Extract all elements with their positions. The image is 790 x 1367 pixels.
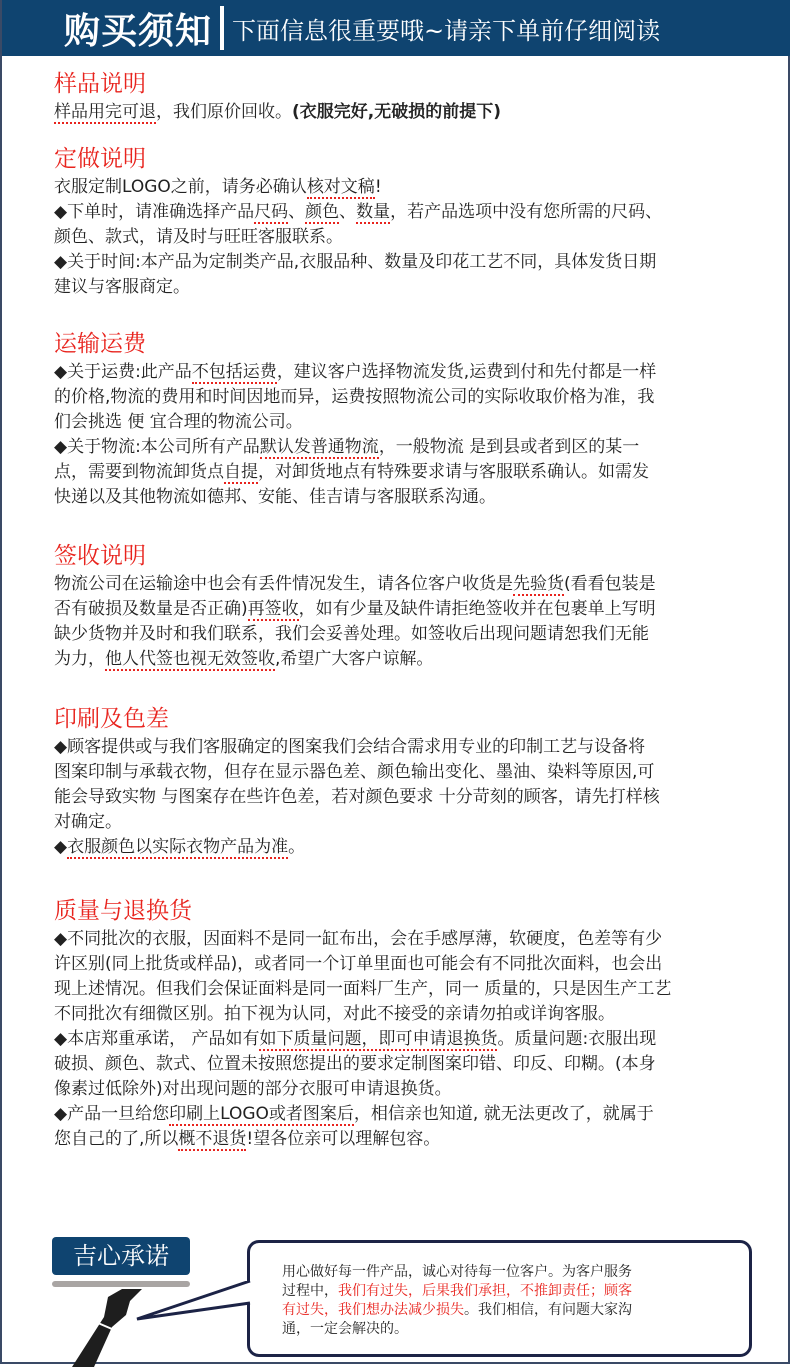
text-line <box>54 597 774 622</box>
section <box>54 68 774 125</box>
text-line <box>282 1263 729 1282</box>
highlighted-text: 默认发普通物流 <box>259 437 379 457</box>
text-segment: 对确定。 <box>54 812 122 832</box>
text-line <box>54 460 774 485</box>
text-segment: 能会导致实物 与图案存在些许色差，若对颜色要求 十分苛刻的顾客，请先打样核 <box>54 787 660 807</box>
highlighted-text: 自提 <box>224 462 258 482</box>
text-segment: ◆顾客提供或与我们客服确定的图案我们会结合需求用专业的印制工艺与设备将 <box>54 737 646 757</box>
highlighted-text: 再签收 <box>247 599 299 619</box>
text-segment: 破损、颜色、款式、位置未按照您提出的要求定制图案印错、印反、印糊。(本身 <box>54 1054 656 1074</box>
text-segment: ,希望广大客户谅解。 <box>275 649 434 669</box>
section-title: 印刷及色差 <box>54 706 169 732</box>
text-line <box>54 647 774 672</box>
text-segment: ，若产品选项中没有您所需的尺码、 <box>390 202 663 222</box>
page-title: 购买须知 <box>64 10 213 52</box>
text-segment: 用心做好每一件产品，诚心对待每一位客户。为客户服务 <box>282 1264 632 1280</box>
text-segment: ◆不同批次的衣服，因面料不是同一缸布出，会在手感厚薄，软硬度，色差等有少 <box>54 929 663 949</box>
highlighted-text: 如下质量问题，即可申请退换货 <box>259 1029 498 1049</box>
text-segment: (衣服完好,无破损的前提下) <box>292 102 501 122</box>
text-line <box>54 1052 774 1077</box>
text-line <box>54 785 774 810</box>
text-segment: 衣服定制LOGO之前，请务必确认 <box>54 177 307 197</box>
section-title: 定做说明 <box>54 146 146 172</box>
text-line <box>54 927 774 952</box>
text-line <box>282 1282 729 1301</box>
text-segment: 我们有过失，后果我们承担，不推卸责任；顾客 <box>338 1283 632 1299</box>
highlighted-text: 尺码 <box>254 202 289 222</box>
text-segment: ◆产品一旦给您 <box>54 1104 170 1124</box>
text-segment: 过程中， <box>282 1283 338 1299</box>
text-segment: 图案印制与承载衣物，但存在显示器色差、颜色输出变化、墨油、染料等原因,可 <box>54 762 655 782</box>
text-line <box>54 572 774 597</box>
text-line <box>282 1320 729 1339</box>
text-line <box>54 735 774 760</box>
text-segment: !望各位亲可以理解包容。 <box>246 1129 441 1149</box>
text-line <box>54 1102 774 1127</box>
highlighted-text: 概不退货 <box>178 1129 247 1149</box>
text-segment: 不同批次有细微区别。拍下视为认同，对此不接受的亲请勿拍或详询客服。 <box>54 1004 615 1024</box>
text-segment: 的价格,物流的费用和时间因地而异，运费按照物流公司的实际收取价格为准，我 <box>54 387 655 407</box>
highlighted-text: 样品用完可退 <box>54 102 156 122</box>
promise-badge: 吉心承诺 <box>52 1237 190 1275</box>
text-segment: ◆本店郑重承诺， 产品如有 <box>54 1029 260 1049</box>
text-line <box>54 1027 774 1052</box>
highlighted-text: 不包括运费 <box>191 362 277 382</box>
text-segment: ，我们原价回收。 <box>156 102 292 122</box>
highlighted-text: 颜色 <box>305 202 340 222</box>
highlighted-text: 他人代签也视无效签收 <box>105 649 275 669</box>
text-line <box>54 952 774 977</box>
highlighted-text: 衣服颜色以实际衣物产品为准 <box>67 837 289 857</box>
text-segment: ◆关于物流:本公司所有产品 <box>54 437 260 457</box>
text-line <box>282 1301 729 1320</box>
text-segment: ◆关于运费:此产品 <box>54 362 192 382</box>
text-line <box>54 835 774 860</box>
text-segment: ◆关于时间:本产品为定制类产品,衣服品种、数量及印花工艺不同，具体发货日期 <box>54 252 657 272</box>
text-line <box>54 100 774 125</box>
text-segment: 像素过低除外)对出现问题的部分衣服可申请退换货。 <box>54 1079 452 1099</box>
section-title: 样品说明 <box>54 71 146 97</box>
text-line <box>54 360 774 385</box>
text-line <box>54 275 774 300</box>
text-segment: 颜色、款式，请及时与旺旺客服联系。 <box>54 227 343 247</box>
text-segment: ，对卸货地点有特殊要求请与客服联系确认。如需发 <box>258 462 649 482</box>
section-title: 运输运费 <box>54 331 146 357</box>
section <box>54 540 774 672</box>
text-line <box>54 225 774 250</box>
text-line <box>54 1002 774 1027</box>
text-segment: ，建议客户选择物流发货,运费到付和先付都是一样 <box>276 362 657 382</box>
text-segment: 缺少货物并及时和我们联系，我们会妥善处理。如签收后出现问题请恕我们无能 <box>54 624 649 644</box>
text-segment: 、 <box>288 202 306 222</box>
text-segment: 们会挑选 便 宜合理的物流公司。 <box>54 412 303 432</box>
text-segment: 否有破损及数量是否正确) <box>54 599 248 619</box>
text-line <box>54 810 774 835</box>
text-line <box>54 485 774 510</box>
text-line <box>54 622 774 647</box>
highlighted-text: 先验货 <box>513 574 564 594</box>
highlighted-text: 数量 <box>356 202 391 222</box>
page-subtitle: 下面信息很重要哦~请亲下单前仔细阅读 <box>232 16 661 45</box>
promise-bubble <box>247 1240 752 1357</box>
text-line <box>54 175 774 200</box>
header-banner <box>2 0 790 56</box>
divider <box>220 6 224 50</box>
section <box>54 703 774 860</box>
text-line <box>54 977 774 1002</box>
text-segment: 有过失，我们想办法减少损失 <box>282 1302 464 1318</box>
text-line <box>54 200 774 225</box>
text-line <box>54 250 774 275</box>
section <box>54 328 774 510</box>
highlighted-text: 印刷上LOGO或者图案后 <box>169 1104 354 1124</box>
text-segment: 、 <box>339 202 357 222</box>
text-segment: 您自己的了,所以 <box>54 1129 179 1149</box>
text-segment: 通，一定会解决的。 <box>282 1321 408 1337</box>
text-segment: 点，需要到物流卸货点 <box>54 462 224 482</box>
text-segment: 物流公司在运输途中也会有丢件情况发生，请各位客户收货是 <box>54 574 513 594</box>
text-segment: ，如有少量及缺件请拒绝签收并在包裹单上写明 <box>298 599 656 619</box>
text-segment: 。质量问题:衣服出现 <box>497 1029 657 1049</box>
text-line <box>54 1077 774 1102</box>
section <box>54 895 774 1152</box>
section-title: 签收说明 <box>54 543 146 569</box>
highlighted-text: 核对文稿 <box>306 177 375 197</box>
text-segment: 。 <box>288 837 306 857</box>
text-segment: ◆下单时，请准确选择产品 <box>54 202 255 222</box>
text-segment: (看看包装是 <box>564 574 656 594</box>
text-segment: ，一般物流 是到县或者到区的某一 <box>378 437 640 457</box>
bubble-tail <box>135 1281 251 1321</box>
text-segment: ! <box>374 177 382 197</box>
text-segment: 快递以及其他物流如德邦、安能、佳吉请与客服联系沟通。 <box>54 487 496 507</box>
text-segment: 。我们相信，有问题大家沟 <box>464 1302 632 1318</box>
text-line <box>54 410 774 435</box>
text-line <box>54 385 774 410</box>
text-line <box>54 435 774 460</box>
text-segment: ◆ <box>54 837 68 857</box>
text-line <box>54 1127 774 1152</box>
text-line <box>54 760 774 785</box>
text-segment: 许区别(同上批货或样品)，或者同一个订单里面也可能会有不同批次面料，也会出 <box>54 954 663 974</box>
text-segment: 建议与客服商定。 <box>54 277 190 297</box>
text-segment: 现上述情况。但我们会保证面料是同一面料厂生产，同一 质量的，只是因生产工艺 <box>54 979 672 999</box>
section <box>54 143 774 300</box>
text-segment: 为力， <box>54 649 105 669</box>
text-segment: ，相信亲也知道, 就无法更改了，就属于 <box>353 1104 654 1124</box>
section-title: 质量与退换货 <box>54 898 192 924</box>
